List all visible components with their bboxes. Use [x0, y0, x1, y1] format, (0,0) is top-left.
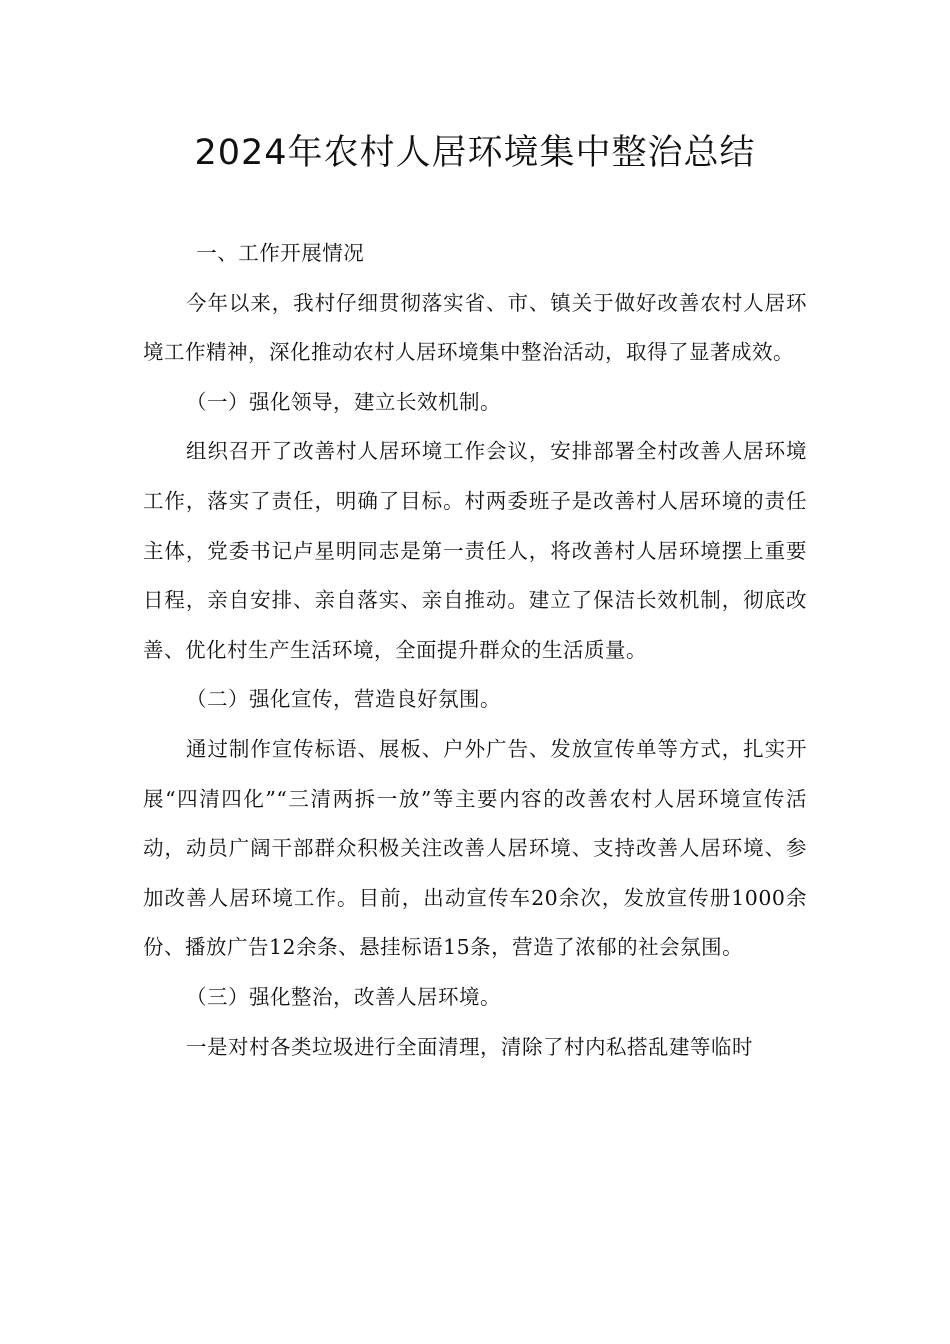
subsection-heading: （一）强化领导，建立长效机制。 — [186, 389, 502, 414]
document-body — [143, 229, 807, 1072]
paragraph: 组织召开了改善村人居环境工作会议，安排部署全村改善人居环境工作，落实了责任，明确了目标。村两委班子是改善村人居环境的责任主体，党委书记卢星明同志是第一责任人，将改善村人居环境摆上重要日程，亲自安排、亲自落实、亲自推动。建立了保洁长效机制，彻底改善、优化村生产生活环境，全面提升群众的生活质量。 — [143, 439, 807, 662]
section-heading: 一、工作开展情况 — [196, 241, 365, 265]
subsection-heading: （三）强化整治，改善人居环境。 — [186, 984, 502, 1009]
paragraph: 通过制作宣传标语、展板、户外广告、发放宣传单等方式，扎实开展“四清四化”“三清两拆一放”等主要内容的改善农村人居环境宣传活动，动员广阔干部群众积极关注改善人居环境、支持改善人居环境、参加改善人居环境工作。目前，出动宣传车20余次，发放宣传册1000余份、播放广告12余条、悬挂标语15条，营造了浓郁的社会氛围。 — [143, 736, 807, 960]
paragraph: 今年以来，我村仔细贯彻落实省、市、镇关于做好改善农村人居环境工作精神，深化推动农村人居环境集中整治活动，取得了显著成效。 — [143, 290, 807, 365]
paragraph: 一是对村各类垃圾进行全面清理，清除了村内私搭乱建等临时 — [186, 1034, 754, 1059]
document-title: 2024年农村人居环境集中整治总结 — [194, 133, 756, 173]
subsection-heading: （二）强化宣传，营造良好氛围。 — [186, 687, 502, 712]
